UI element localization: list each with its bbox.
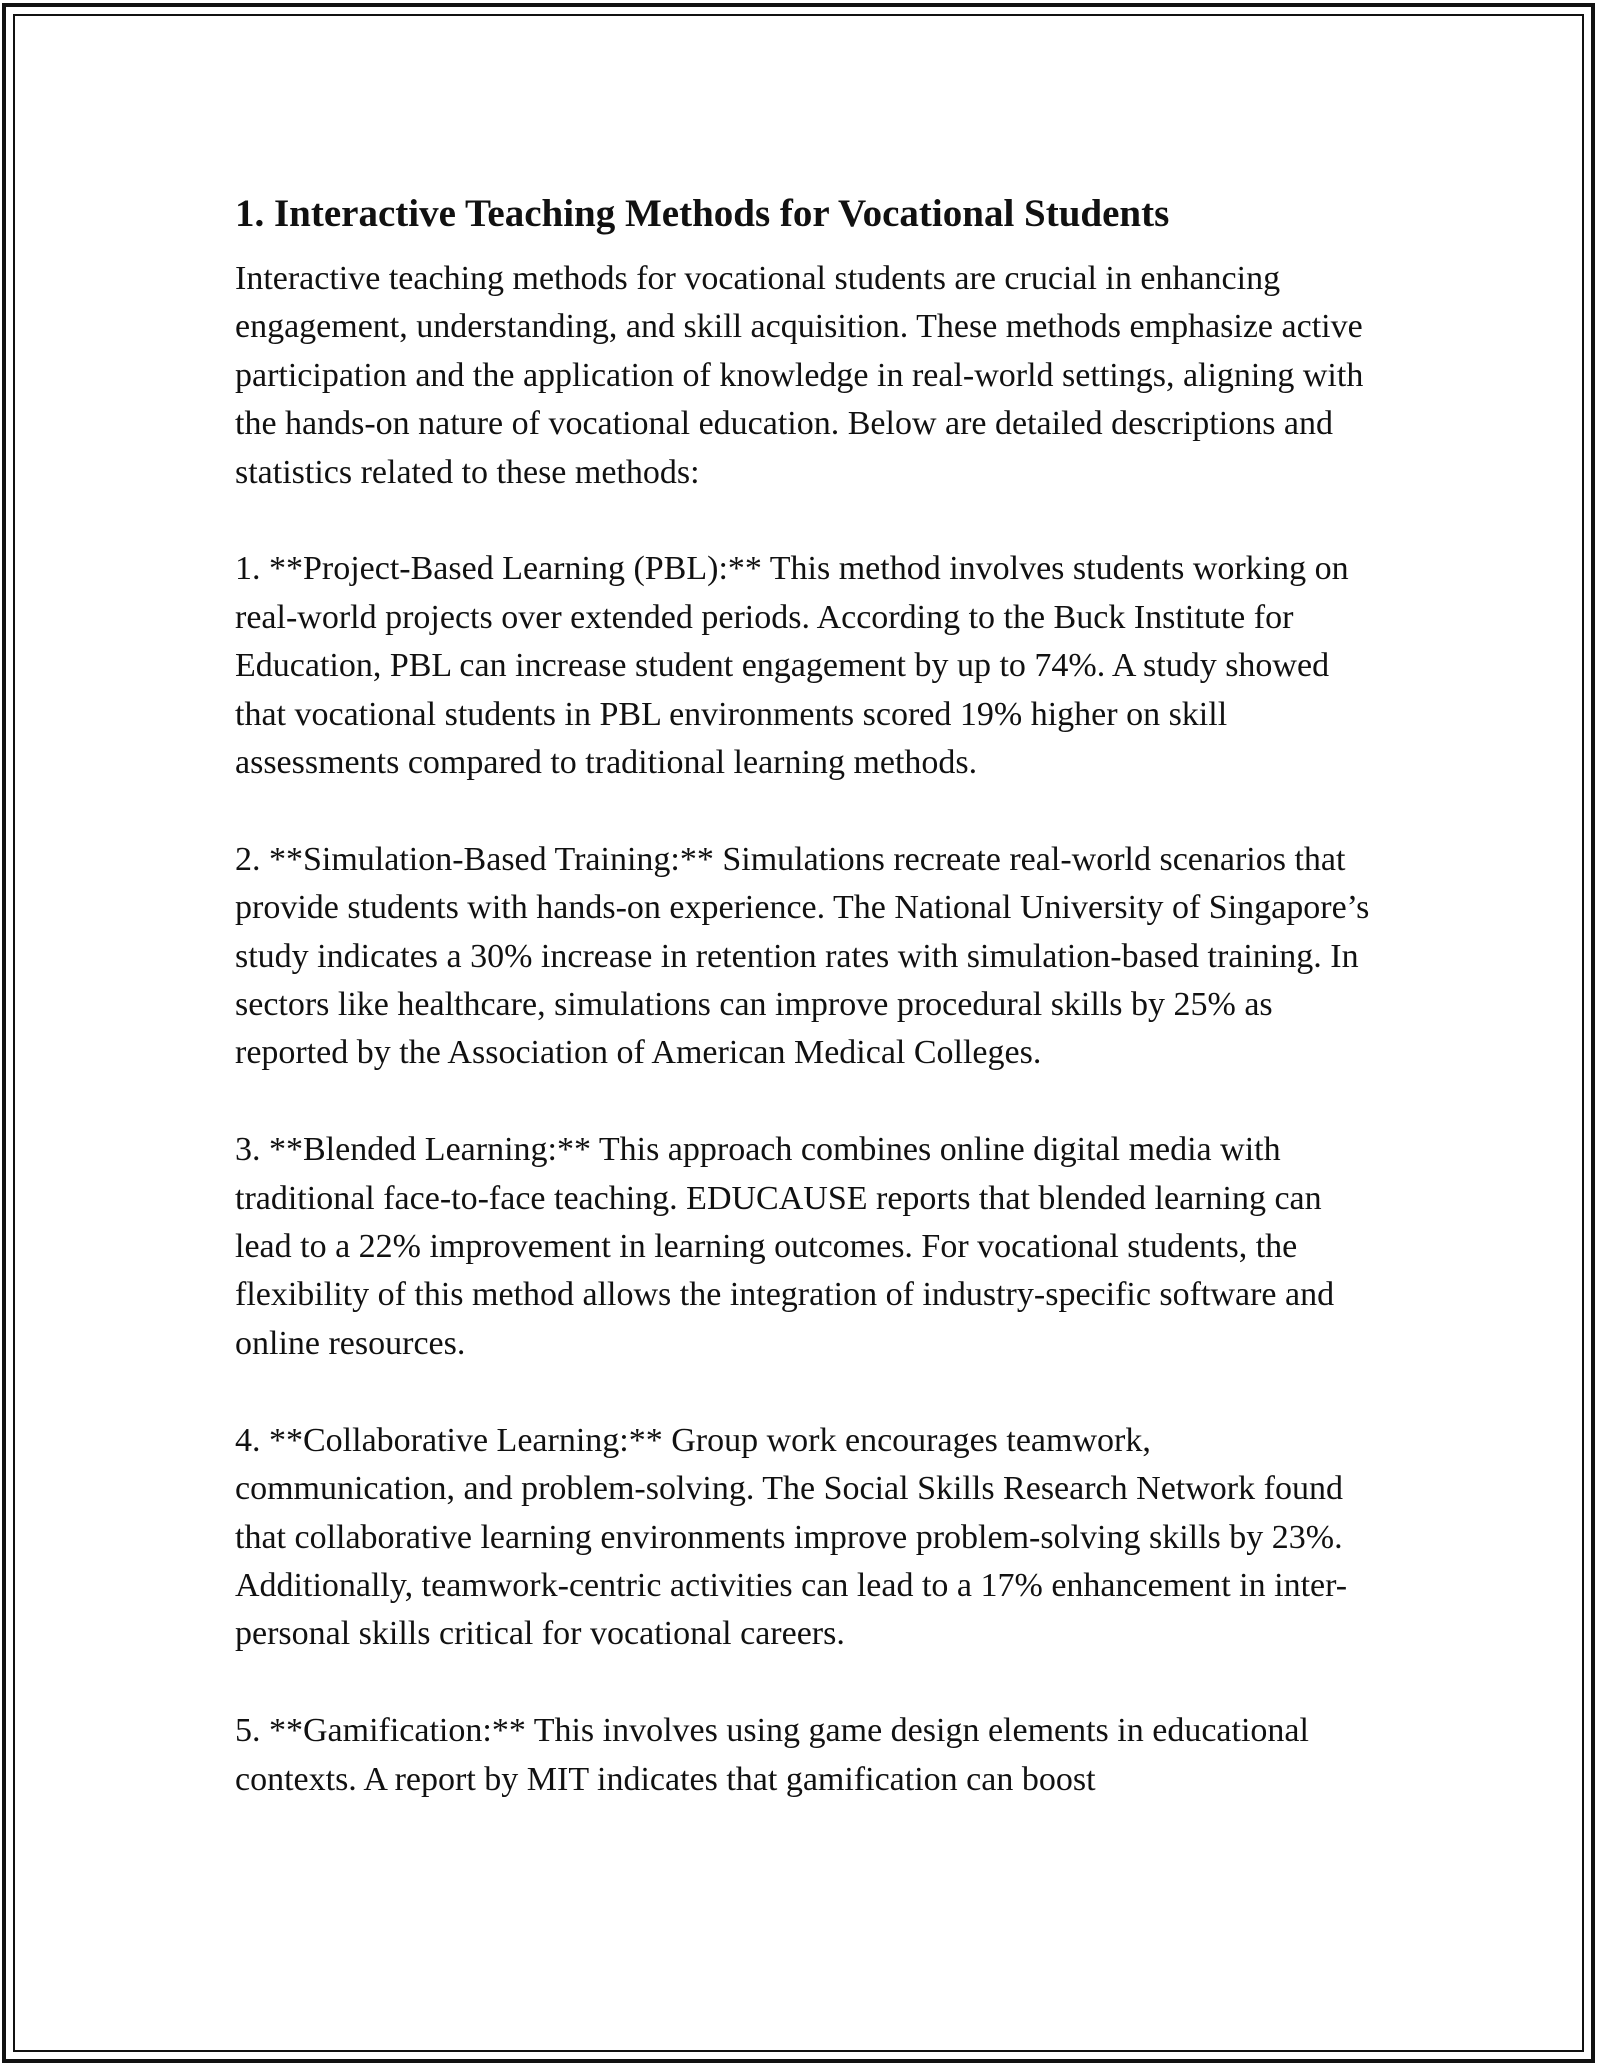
intro-paragraph: Interactive teaching methods for vocational students are crucial in enhancing engagement, understanding, and skill acquisition. These methods emphasize active participation and the application of knowledge in real-world settings, aligning with the hands-on nature of vocational education. Below are detailed descriptions and statistics related to these methods:: [235, 260, 1364, 491]
section-heading: 1. Interactive Teaching Methods for Vocational Students: [235, 192, 1170, 235]
method-paragraph-pbl: 1. **Project-Based Learning (PBL):** This method involves students working on real-world projects over extended periods. According to the Buck Institute for Education, PBL can increase student engagement by up to 74%. A study showed that vocational students in PBL environments scored 19% higher on skill assessments compared to traditional learning methods.: [235, 550, 1349, 782]
method-paragraph-gamification: 5. **Gamification:** This involves using game design elements in educational contexts. A report by MIT indicates that gamification can boost: [235, 1712, 1309, 1798]
method-paragraph-blended: 3. **Blended Learning:** This approach combines online digital media with traditional face-to-face teaching. EDUCAUSE reports that blended learning can lead to a 22% improvement in learning outcomes. For vocational students, the flexibility of this method allows the integration of industry-specific software and online resources.: [235, 1131, 1335, 1362]
method-paragraph-simulation: 2. **Simulation-Based Training:** Simulations recreate real-world scenarios that provide students with hands-on experience. The National University of Singapore’s study indicates a 30% increase in retention rates with simulation-based training. In sectors like healthcare, simulations can improve procedural skills by 25% as reported by the Association of American Medical Colleges.: [235, 840, 1370, 1072]
method-paragraph-collaborative: 4. **Collaborative Learning:** Group work encourages teamwork, communication, and problem-solving. The Social Skills Research Network found that collaborative learning environments improve problem-solving skills by 23%. Additionally, teamwork-centric activities can lead to a 17% enhancement in inter-personal skills critical for vocational careers.: [235, 1421, 1348, 1653]
document-body: [235, 185, 1375, 1852]
